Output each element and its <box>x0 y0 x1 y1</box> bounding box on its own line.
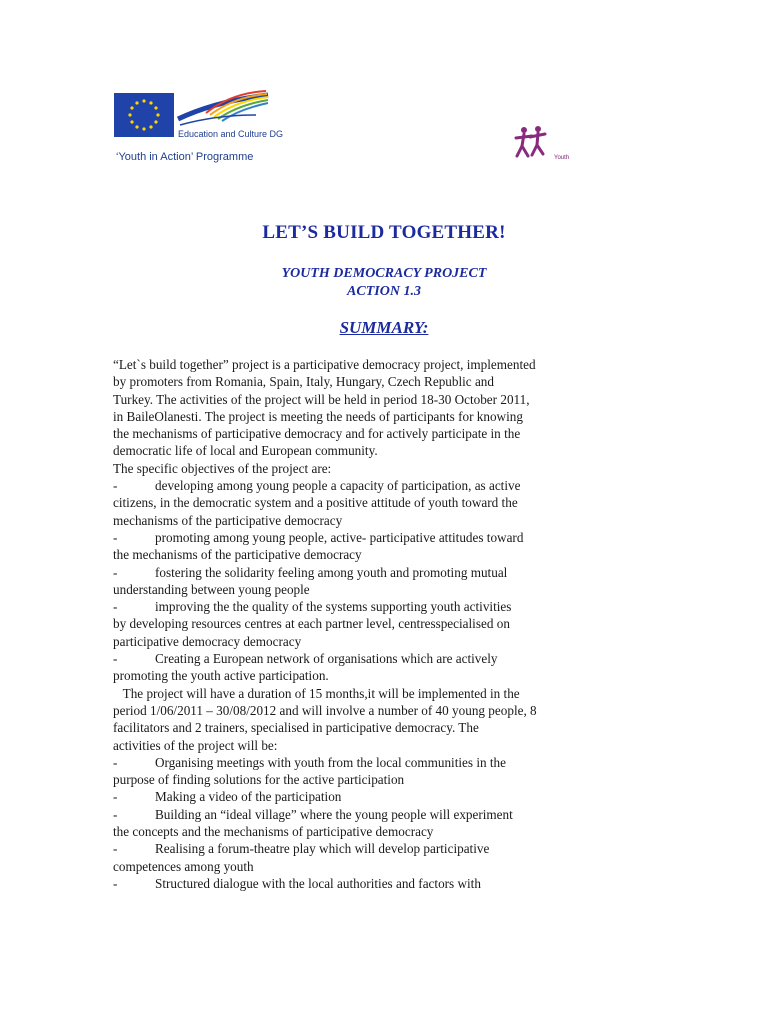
body-line-text: Building an “ideal village” where the young people will experiment <box>155 806 513 822</box>
body-line <box>113 771 683 788</box>
body-line <box>113 719 683 736</box>
body-line-text: fostering the solidarity feeling among youth and promoting mutual <box>155 564 508 580</box>
body-line-text: participative democracy democracy <box>113 633 302 649</box>
bullet-dash: - <box>113 564 118 580</box>
body-line <box>113 494 683 511</box>
body-line <box>113 806 683 823</box>
body-line <box>113 615 683 632</box>
body-line-text: in BaileOlanesti. The project is meeting the needs of participants for knowing <box>113 408 523 424</box>
summary-body <box>113 356 683 892</box>
body-line <box>113 875 683 892</box>
body-line <box>113 581 683 598</box>
body-line-text: promoting the youth active participation. <box>113 668 329 684</box>
youth-figures-icon <box>512 124 552 164</box>
action-subtitle: ACTION 1.3 <box>347 284 421 299</box>
body-line <box>113 477 683 494</box>
project-subtitle: YOUTH DEMOCRACY PROJECT <box>281 266 487 281</box>
body-line-text: Organising meetings with youth from the local communities in the <box>155 754 507 770</box>
body-line <box>113 685 683 702</box>
bullet-dash: - <box>113 599 118 615</box>
bullet-dash: - <box>113 651 118 667</box>
eu-flag-icon <box>114 93 174 137</box>
body-line <box>113 425 683 442</box>
body-line <box>113 598 683 615</box>
body-line <box>113 650 683 667</box>
body-line-text: competences among youth <box>113 858 254 874</box>
body-line <box>113 633 683 650</box>
body-line-text: Turkey. The activities of the project will be held in period 18-30 October 2011, <box>113 391 530 407</box>
body-line-text: promoting among young people, active- participative attitudes toward <box>155 529 524 545</box>
bullet-dash: - <box>113 841 118 857</box>
body-line <box>113 356 683 373</box>
body-line-text: period 1/06/2011 – 30/08/2012 and will involve a number of 40 young people, 8 <box>113 702 537 718</box>
body-line-text: Realising a forum-theatre play which will develop participative <box>155 841 490 857</box>
page-title: LET’S BUILD TOGETHER! <box>262 222 506 243</box>
body-line <box>113 840 683 857</box>
body-line-text: The project will have a duration of 15 months,it will be implemented in the <box>113 685 520 701</box>
youth-logo-label: Youth <box>554 155 570 161</box>
swoosh-icon <box>176 89 270 131</box>
body-line-text: activities of the project will be: <box>113 737 278 753</box>
body-line <box>113 529 683 546</box>
eu-programme-logo <box>112 89 284 171</box>
body-line-text: citizens, in the democratic system and a positive attitude of youth toward the <box>113 495 518 511</box>
body-line <box>113 788 683 805</box>
body-line-text: Creating a European network of organisations which are actively <box>155 651 498 667</box>
body-line <box>113 754 683 771</box>
body-line-text: Structured dialogue with the local authorities and factors with <box>155 875 481 891</box>
summary-heading: SUMMARY: <box>339 318 429 337</box>
body-line-text: Making a video of the participation <box>155 789 342 805</box>
body-line <box>113 408 683 425</box>
education-culture-dg-label: Education and Culture DG <box>178 129 284 139</box>
body-line <box>113 737 683 754</box>
body-line-text: mechanisms of the participative democracy <box>113 512 343 528</box>
body-line <box>113 391 683 408</box>
body-line <box>113 823 683 840</box>
body-line <box>113 564 683 581</box>
body-line <box>113 858 683 875</box>
body-line-text: developing among young people a capacity of participation, as active <box>155 478 521 494</box>
body-line-text: by developing resources centres at each partner level, centresspecialised on <box>113 616 510 632</box>
body-line-text: understanding between young people <box>113 581 310 597</box>
body-line-text: the mechanisms of the participative democracy <box>113 547 362 563</box>
body-line-text: facilitators and 2 trainers, specialised in participative democracy. The <box>113 720 479 736</box>
body-line <box>113 702 683 719</box>
body-line-text: by promoters from Romania, Spain, Italy, Hungary, Czech Republic and <box>113 374 494 390</box>
body-line-text: purpose of finding solutions for the active participation <box>113 772 405 788</box>
bullet-dash: - <box>113 754 118 770</box>
body-line-text: the mechanisms of participative democracy and for actively participate in the <box>113 426 521 442</box>
body-line <box>113 512 683 529</box>
body-line <box>113 667 683 684</box>
bullet-dash: - <box>113 789 118 805</box>
youth-logo <box>512 124 582 170</box>
programme-label: ‘Youth in Action’ Programme <box>116 151 254 163</box>
body-line-text: improving the the quality of the systems supporting youth activities <box>155 599 512 615</box>
bullet-dash: - <box>113 478 118 494</box>
bullet-dash: - <box>113 806 118 822</box>
body-line-text: The specific objectives of the project are: <box>113 460 332 476</box>
body-line-text: democratic life of local and European community. <box>113 443 378 459</box>
bullet-dash: - <box>113 529 118 545</box>
body-line <box>113 546 683 563</box>
body-line-text: the concepts and the mechanisms of participative democracy <box>113 824 434 840</box>
bullet-dash: - <box>113 875 118 891</box>
body-line <box>113 460 683 477</box>
body-line-text: “Let`s build together” project is a participative democracy project, implemented <box>113 357 536 372</box>
body-line <box>113 373 683 390</box>
body-line <box>113 442 683 459</box>
